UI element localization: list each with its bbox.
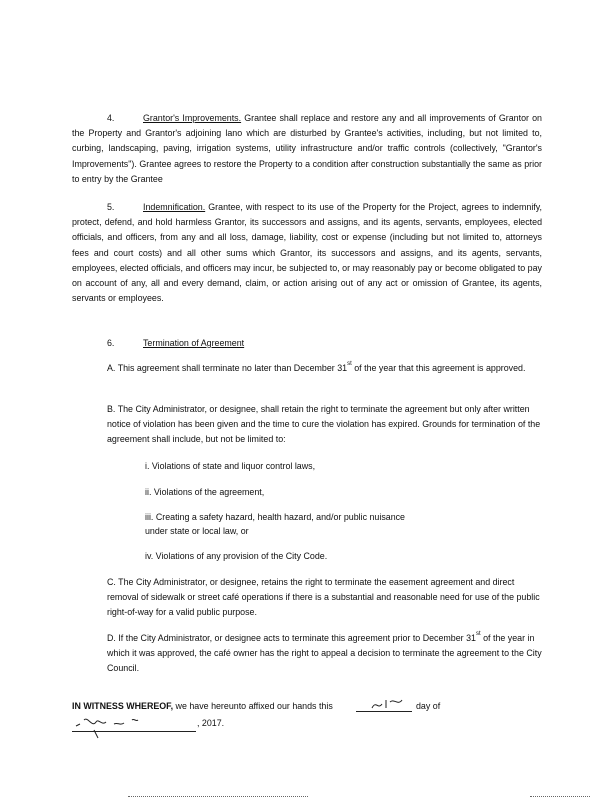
section-5-number: 5. bbox=[107, 202, 115, 212]
ground-item-3-cont: under state or local law, or bbox=[145, 526, 249, 536]
section-6-number: 6. bbox=[107, 338, 115, 348]
day-of-label: day of bbox=[416, 701, 441, 711]
section-6-heading: Termination of Agreement bbox=[143, 338, 245, 348]
section-4-heading: Grantor's Improvements. bbox=[143, 113, 242, 123]
section-4 bbox=[72, 111, 542, 187]
section-6-heading-line bbox=[107, 336, 407, 351]
footer-line-right bbox=[530, 796, 590, 799]
ground-item-3: iii. Creating a safety hazard, health hazard, and/or public nuisance bbox=[145, 512, 405, 522]
clause-a-text: A. This agreement shall terminate no later than December 31 bbox=[107, 363, 348, 373]
ground-item-1: i. Violations of state and liquor control laws, bbox=[145, 461, 316, 471]
ground-item-4: iv. Violations of any provision of the City Code. bbox=[145, 551, 328, 561]
clause-d-sup: st bbox=[475, 631, 481, 637]
clause-d-text-end: of the year in which it was approved, the café owner has the right to appeal a decision to terminate the agreement to the City Council. bbox=[107, 633, 542, 674]
handwritten-month-mark bbox=[74, 712, 154, 740]
clause-d-text: D. If the City Administrator, or designee acts to terminate this agreement prior to December 31 bbox=[107, 633, 476, 643]
clause-c: C. The City Administrator, or designee, retains the right to terminate the easement agreement and direct removal of sidewalk or street café operations if there is a substantial and reasonable need for use of the public right-of-way for a valid public purpose. bbox=[107, 577, 540, 618]
clause-a-text-end: of the year that this agreement is approved. bbox=[351, 363, 526, 373]
witness-bold: IN WITNESS WHEREOF, bbox=[72, 701, 174, 711]
section-5 bbox=[72, 200, 542, 306]
clause-a-sup: st bbox=[347, 361, 352, 367]
section-4-text: Grantee shall replace and restore any and all improvements of Grantor on the Property and Grantor's adjoining lano which are disturbed by Grantee's activities, including, but not limited to, curbing, landscaping, paving, irrigation systems, utility infrastructure and/or traffic controls (collectively, "Grantor's Improvements"). Grantee agrees to restore the Property to a condition after construction substantially the same as prior to entry by the Grantee bbox=[72, 113, 542, 184]
clause-b: B. The City Administrator, or designee, shall retain the right to terminate the agreement but only after written notice of violation has been given and the time to cure the violation has expired. Grounds for termination of the agreement shall include, but not be limited to: bbox=[107, 404, 541, 445]
ground-item-2: ii. Violations of the agreement, bbox=[145, 487, 265, 497]
witness-text: we have hereunto affixed our hands this bbox=[173, 701, 333, 711]
footer-line-left bbox=[128, 796, 308, 799]
handwritten-day-mark bbox=[368, 696, 408, 712]
section-5-heading: Indemnification. bbox=[143, 202, 206, 212]
year-text: , 2017. bbox=[197, 718, 225, 728]
clause-a bbox=[107, 361, 547, 376]
section-5-text: Grantee, with respect to its use of the Property for the Project, agrees to indemnify, protect, defend, and hold harmless Grantor, its successors and assigns, and its agents, servants, employees, elected officials, and officers, from any and all loss, damage, liability, cost or expense (including but not limited to, attorneys fees and court costs) and all other sums which Grantor, its successors and assigns, and its agents, servants, employees, elected officials, and officers may incur, be subjected to, or may reasonably pay or become obligated to pay on account of any, all and every demand, claim, or action arising out of any act or omission of Grantee, its agents, servants or employees. bbox=[72, 202, 543, 304]
clause-d bbox=[107, 631, 547, 677]
section-4-number: 4. bbox=[107, 113, 115, 123]
